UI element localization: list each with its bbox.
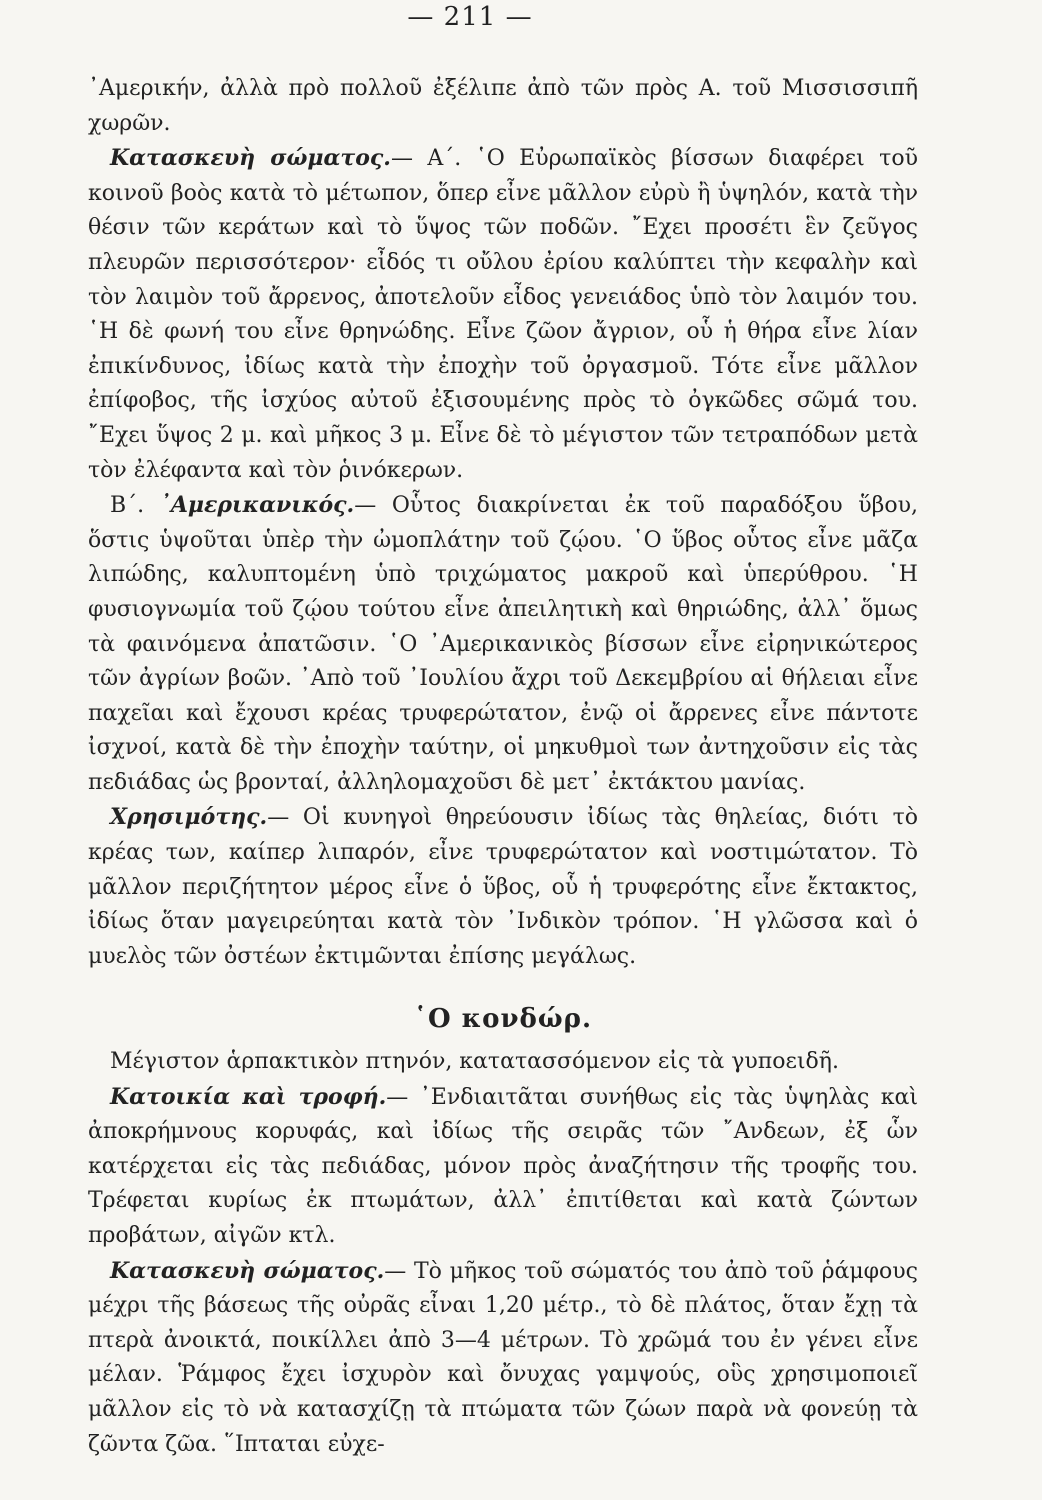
paragraph <box>88 800 918 974</box>
section-heading: ᾽Αμερικανικός. <box>159 492 355 519</box>
paragraph-text: — Οἱ κυνηγοὶ θηρεύουσιν ἰδίως τὰς θηλείας, διότι τὸ κρέας των, καίπερ λιπαρόν, εἶνε τρυφερώτατον καὶ νοστιμώτατον. Τὸ μᾶλλον περιζήτητον μέρος εἶνε ὁ ὕβος, οὗ ἡ τρυφερότης εἶνε ἔκτακτος, ἰδίως ὅταν μαγειρεύηται κατὰ τὸν ᾽Ινδικὸν τρόπον. ῾Η γλῶσσα καὶ ὁ μυελὸς τῶν ὀστέων ἐκτιμῶνται ἐπίσης μεγάλως. <box>88 805 918 969</box>
page-body <box>88 72 918 1462</box>
paragraph <box>88 1045 918 1080</box>
paragraph-text: — Οὗτος διακρίνεται ἐκ τοῦ παραδόξου ὕβου, ὅστις ὑψοῦται ὑπὲρ τὴν ὠμοπλάτην τοῦ ζῴου. ῾Ο ὕβος οὗτος εἶνε μᾶζα λιπώδης, καλυπτομένη ὑπὸ τριχώματος μακροῦ καὶ ὑπερύθρου. ῾Η φυσιογνωμία τοῦ ζῴου τούτου εἶνε ἀπειλητικὴ καὶ θηριώδης, ἀλλ᾽ ὅμως τὰ φαινόμενα ἀπατῶσιν. ῾Ο ᾽Αμερικανικὸς βίσσων εἶνε εἰρηνικώτερος τῶν ἀγρίων βοῶν. ᾽Απὸ τοῦ ᾽Ιουλίου ἄχρι τοῦ Δεκεμβρίου αἱ θήλειαι εἶνε παχεῖαι καὶ ἔχουσι κρέας τρυφερώτατον, ἐνῷ οἱ ἄρρενες εἶνε πάντοτε ἰσχνοί, κατὰ δὲ τὴν ἐποχὴν ταύτην, οἱ μηκυθμοὶ των ἀντηχοῦσιν εἰς τὰς πεδιάδας ὡς βρονταί, ἀλληλομαχοῦσι δὲ μετ᾽ ἐκτάκτου μανίας. <box>88 493 919 795</box>
paragraph-text: — Τὸ μῆκος τοῦ σώματός του ἀπὸ τοῦ ῥάμφους μέχρι τῆς βάσεως τῆς οὐρᾶς εἶναι 1,20 μέτρ., τὸ δὲ πλάτος, ὅταν ἔχῃ τὰ πτερὰ ἀνοικτά, ποικίλλει ἀπὸ 3—4 μέτρων. Τὸ χρῶμά του ἐν γένει εἶνε μέλαν. Ῥάμφος ἔχει ἰσχυρὸν καὶ ὄνυχας γαμψούς, οὓς χρησιμοποιεῖ μᾶλλον εἰς τὸ νὰ κατασχίζῃ τὰ πτώματα τῶν ζώων παρὰ νὰ φονεύῃ τὰ ζῶντα ζῶα. ῞Ιπταται εὐχε- <box>88 1258 918 1457</box>
paragraph-prefix: Β΄. <box>110 493 160 519</box>
paragraph-text: ᾽Αμερικήν, ἀλλὰ πρὸ πολλοῦ ἐξέλιπε ἀπὸ τῶν πρὸς Α. τοῦ Μισσισσιπῆ χωρῶν. <box>88 76 918 136</box>
section-heading: Κατασκευὴ σώματος. <box>110 145 391 172</box>
paragraph-text: Μέγιστον ἁρπακτικὸν πτηνόν, κατατασσόμενον εἰς τὰ γυποειδῆ. <box>110 1049 839 1075</box>
paragraph <box>88 141 918 488</box>
section-heading: Κατοικία καὶ τροφή. <box>110 1083 387 1110</box>
paragraph <box>88 488 918 800</box>
paragraph-text: — ᾽Ενδιαιτᾶται συνήθως εἰς τὰς ὑψηλὰς καὶ ἀποκρήμνους κορυφάς, καὶ ἰδίως τῆς σειρᾶς τῶν ῎Ανδεων, ἐξ ὧν κατέρχεται εἰς τὰς πεδιάδας, μόνον πρὸς ἀναζήτησιν τῆς τροφῆς του. Τρέφεται κυρίως ἐκ πτωμάτων, ἀλλ᾽ ἐπιτίθεται καὶ κατὰ ζώντων προβάτων, αἰγῶν κτλ. <box>88 1084 918 1248</box>
paragraph <box>88 1254 918 1463</box>
section-heading: Κατασκευὴ σώματος. <box>110 1257 385 1284</box>
section-heading: Χρησιμότης. <box>110 804 268 831</box>
paragraph-text: — Α΄. ῾Ο Εὐρωπαϊκὸς βίσσων διαφέρει τοῦ κοινοῦ βοὸς κατὰ τὸ μέτωπον, ὅπερ εἶνε μᾶλλον εὐρὺ ἢ ὑψηλόν, κατὰ τὴν θέσιν τῶν κεράτων καὶ τὸ ὕψος τῶν ποδῶν. ῎Εχει προσέτι ἓν ζεῦγος πλευρῶν περισσότερον· εἶδός τι οὔλου ἐρίου καλύπτει τὴν κεφαλὴν καὶ τὸν λαιμὸν τοῦ ἄρρενος, ἀποτελοῦν εἶδος γενειάδος ὑπὸ τὸν λαιμόν του. ῾Η δὲ φωνή του εἶνε θρηνώδης. Εἶνε ζῶον ἄγριον, οὗ ἡ θήρα εἶνε λίαν ἐπικίνδυνος, ἰδίως κατὰ τὴν ἐποχὴν τοῦ ὀργασμοῦ. Τότε εἶνε μᾶλλον ἐπίφοβος, τῆς ἰσχύος αὐτοῦ ἐξισουμένης πρὸς τὸ ὀγκῶδες σῶμά του. ῎Εχει ὕψος 2 μ. καὶ μῆκος 3 μ. Εἶνε δὲ τὸ μέγιστον τῶν τετραπόδων μετὰ τὸν ἐλέφαντα καὶ τὸν ῥινόκερων. <box>88 146 918 483</box>
section-title: ῾Ο κονδώρ. <box>413 1004 592 1035</box>
paragraph <box>88 1080 918 1254</box>
paragraph <box>88 72 918 141</box>
page-number: — 211 — <box>407 2 533 32</box>
